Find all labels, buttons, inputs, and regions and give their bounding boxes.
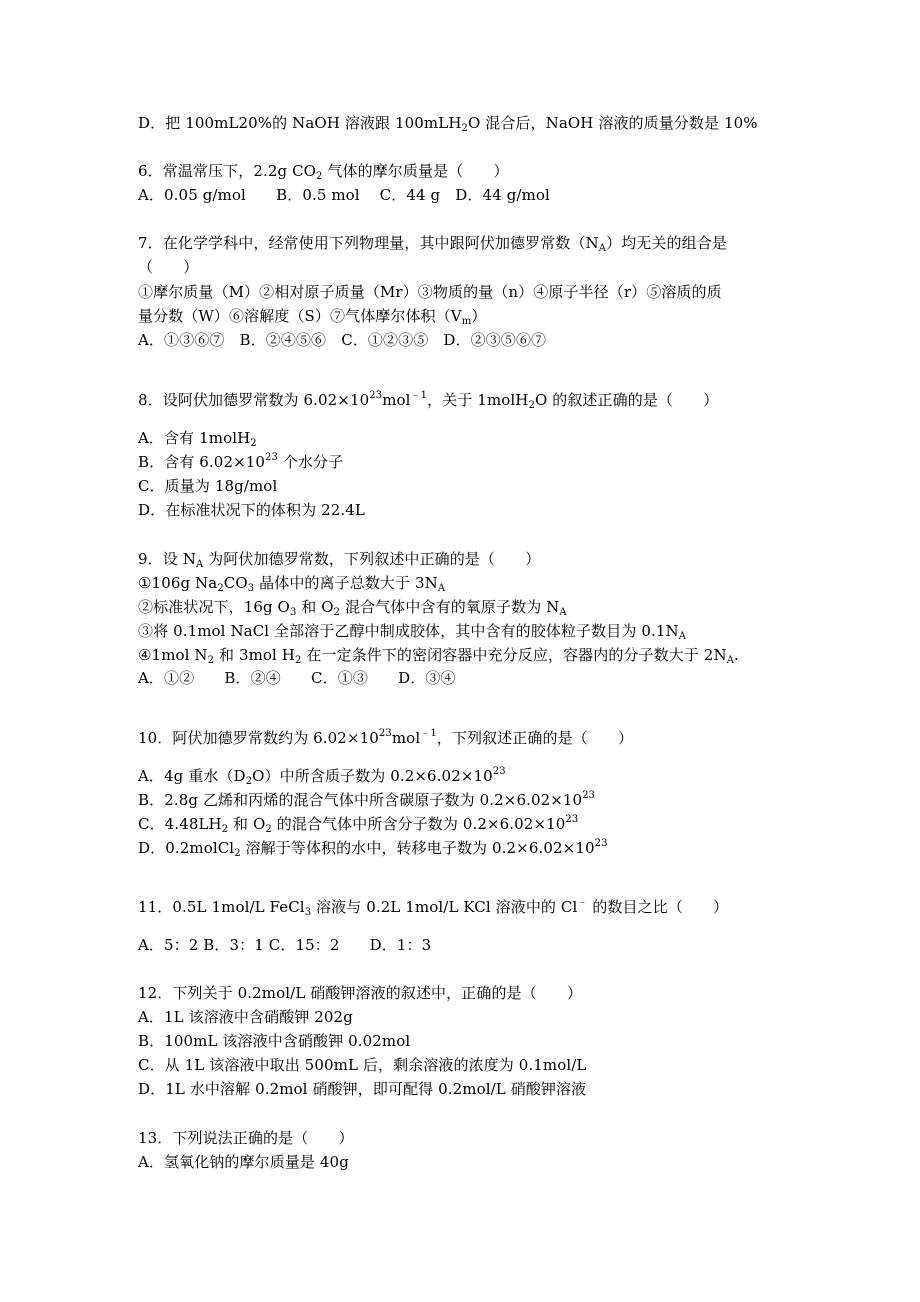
q7-stem: 7．在化学学科中，经常使用下列物理量，其中跟阿伏加德罗常数$(N_A)$均无关的组合是: [138, 234, 727, 254]
q12-stem: 12．下列关于 0.2mol/L 硝酸钾溶液的叙述中，正确的是（ ）: [138, 984, 583, 1002]
q7-items-continued: 量分数（W）⑥溶解度（S）⑦气体摩尔体积$(V_m)$: [138, 307, 487, 327]
q8-option-d: D．在标准状况下的体积为 22.4L: [138, 501, 365, 519]
q13-stem: 13．下列说法正确的是（ ）: [138, 1129, 354, 1147]
q10-stem: 10．阿伏加德罗常数约为 $6.02\times 10^{23}mol^{﹣1}$，下列叙述正确的是（ ）: [138, 728, 634, 747]
q12-option-c: C．从 1L 该溶液中取出 500mL 后，剩余溶液的浓度为 0.1mol/L: [138, 1056, 587, 1074]
q9-item-4: ④1mol $N_2$ 和 3mol $H_2$ 在一定条件下的密闭容器中充分反应，容器内的分子数大于 $2N_A$.: [138, 646, 739, 666]
q13-option-a: A．氢氧化钠的摩尔质量是 40g: [138, 1153, 349, 1171]
q8-stem: 8．设阿伏加德罗常数为 $6.02\times 10^{23}mol^{﹣1}$，关于 1molH$_2$O 的叙述正确的是（ ）: [138, 390, 719, 411]
q7-stem-continued: （ ）: [138, 258, 199, 276]
q10-option-d: D．0.2molCl$_2$ 溶解于等体积的水中，转移电子数为 $0.2\times 6.02\times 10^{23}$: [138, 838, 608, 859]
q12-option-d: D．1L 水中溶解 0.2mol 硝酸钾，即可配得 0.2mol/L 硝酸钾溶液: [138, 1080, 587, 1098]
q7-items: ①摩尔质量（M）②相对原子质量（Mr）③物质的量（n）④原子半径（r）⑤溶质的质: [138, 283, 722, 301]
q9-stem: 9．设 $N_A$ 为阿伏加德罗常数，下列叙述中正确的是（ ）: [138, 550, 541, 570]
q8-option-c: C．质量为 18g/mol: [138, 477, 278, 495]
q12-option-b: B．100mL 该溶液中含硝酸钾 0.02mol: [138, 1032, 411, 1050]
q9-item-1: ①106g $Na_2CO_3$ 晶体中的离子总数大于 $3N_A$: [138, 574, 446, 594]
q10-option-c: C．$4.48LH_2$ 和 $O_2$ 的混合气体中所含分子数为 $0.2\times 6.02\times 10^{23}$: [138, 814, 579, 835]
q10-option-a: A．4g 重水$(D_2O)$中所含质子数为 $0.2\times 6.02\times 10^{23}$: [138, 766, 506, 787]
q5-option-d: D．把 100mL20%的 NaOH 溶液跟 100mLH$_2$O 混合后，NaOH 溶液的质量分数是 10%: [138, 114, 758, 134]
q7-options: A．①③⑥⑦ B．②④⑤⑥ C．①②③⑤ D．②③⑤⑥⑦: [138, 331, 547, 349]
q8-option-a: A．含有 1molH$_2$: [138, 429, 257, 449]
q12-option-a: A．1L 该溶液中含硝酸钾 202g: [138, 1008, 353, 1026]
q9-item-2: ②标准状况下，16g $O_3$ 和 $O_2$ 混合气体中含有的氧原子数为 $N_A$: [138, 598, 567, 618]
q8-option-b: B．含有 $6.02\times 10^{23}$ 个水分子: [138, 452, 344, 471]
q6-stem: 6．常温常压下，2.2g $CO_2$ 气体的摩尔质量是（ ）: [138, 162, 509, 182]
q9-options: A．①② B．②④ C．①③ D．③④: [138, 669, 456, 687]
q10-option-b: B．2.8g 乙烯和丙烯的混合气体中所含碳原子数为 $0.2\times 6.02\times 10^{23}$: [138, 790, 596, 809]
q11-options: A．5：2 B．3：1 C．15：2 D．1：3: [138, 936, 432, 954]
q11-stem: 11．0.5L 1mol/L FeCl$_3$ 溶液与 0.2L 1mol/L KCl 溶液中的 Cl﹣ 的数目之比（ ）: [138, 897, 729, 918]
q9-item-3: ③将 0.1mol NaCl 全部溶于乙醇中制成胶体，其中含有的胶体粒子数目为 $0.1N_A$: [138, 622, 687, 642]
q6-options: A．0.05 g/mol B．0.5 mol C．44 g D．44 g/mol: [138, 186, 550, 204]
